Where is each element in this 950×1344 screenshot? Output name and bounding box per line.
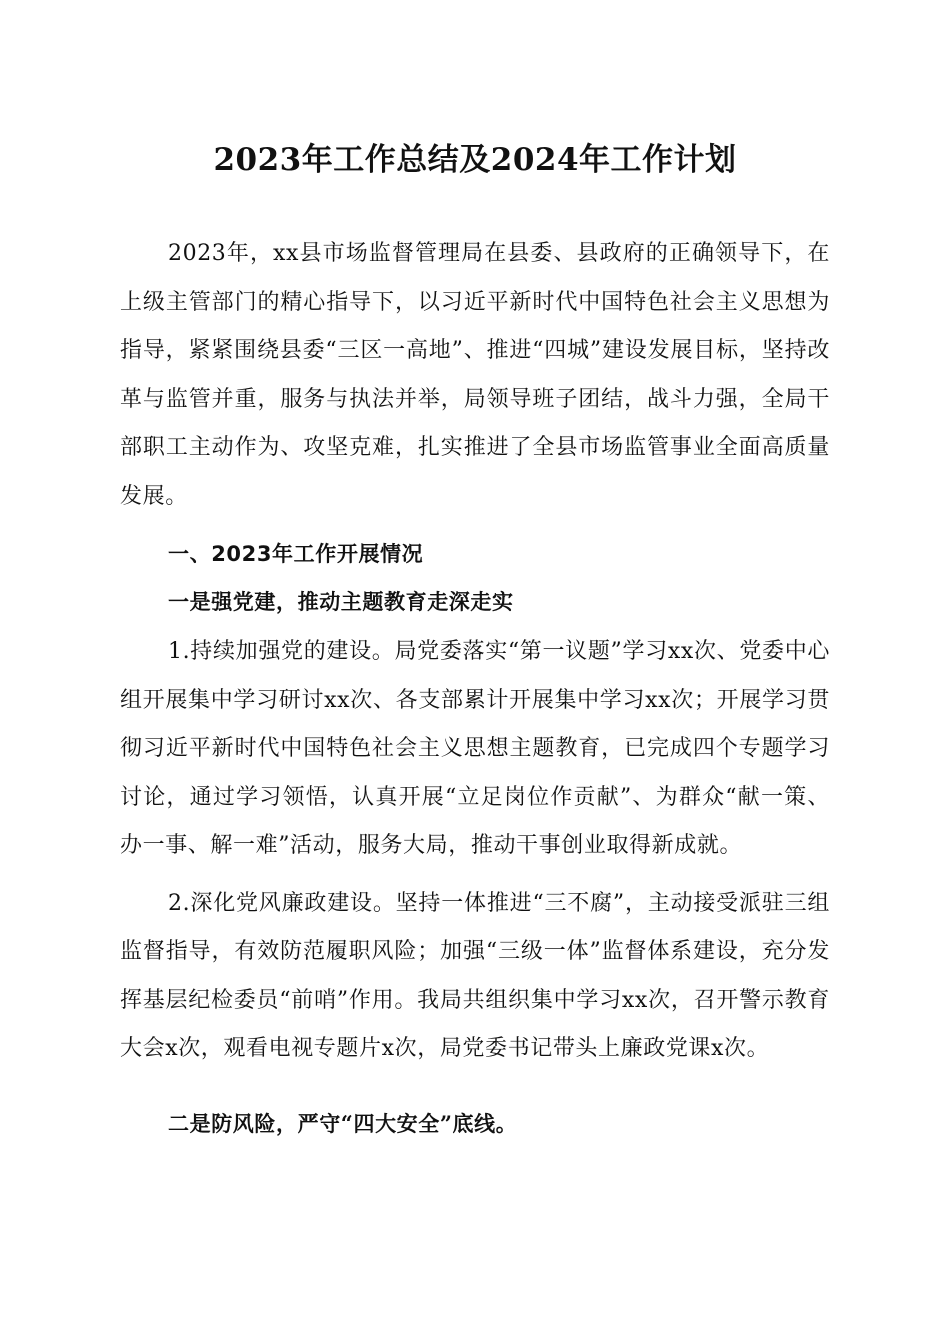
section-heading-work-progress: 一、2023年工作开展情况 bbox=[168, 542, 424, 566]
subsection-heading-party-building: 一是强党建，推动主题教育走深走实 bbox=[168, 589, 514, 614]
document-title: 2023年工作总结及2024年工作计划 bbox=[213, 142, 737, 178]
item-paragraph-party-construction: 1.持续加强党的建设。局党委落实“第一议题”学习xx次、党委中心组开展集中学习研讨xx次、各支部累计开展集中学习xx次；开展学习贯彻习近平新时代中国特色社会主义思想主题教育，已完成四个专题学习讨论，通过学习领悟，认真开展“立足岗位作贡献”、为群众“献一策、办一事、解一难”活动，服务大局，推动干事创业取得新成就。 bbox=[120, 639, 830, 858]
item-paragraph-integrity-construction: 2.深化党风廉政建设。坚持一体推进“三不腐”，主动接受派驻三组监督指导，有效防范履职风险；加强“三级一体”监督体系建设，充分发挥基层纪检委员“前哨”作用。我局共组织集中学习xx次，召开警示教育大会x次，观看电视专题片x次，局党委书记带头上廉政党课x次。 bbox=[120, 890, 830, 1061]
document-body bbox=[120, 230, 830, 1148]
intro-paragraph: 2023年，xx县市场监督管理局在县委、县政府的正确领导下，在上级主管部门的精心指导下，以习近平新时代中国特色社会主义思想为指导，紧紧围绕县委“三区一高地”、推进“四城”建设发展目标，坚持改革与监管并重，服务与执法并举，局领导班子团结，战斗力强，全局干部职工主动作为、攻坚克难，扎实推进了全县市场监管事业全面高质量发展。 bbox=[120, 241, 830, 509]
subsection-heading-risk-prevention: 二是防风险，严守“四大安全”底线。 bbox=[168, 1110, 518, 1136]
